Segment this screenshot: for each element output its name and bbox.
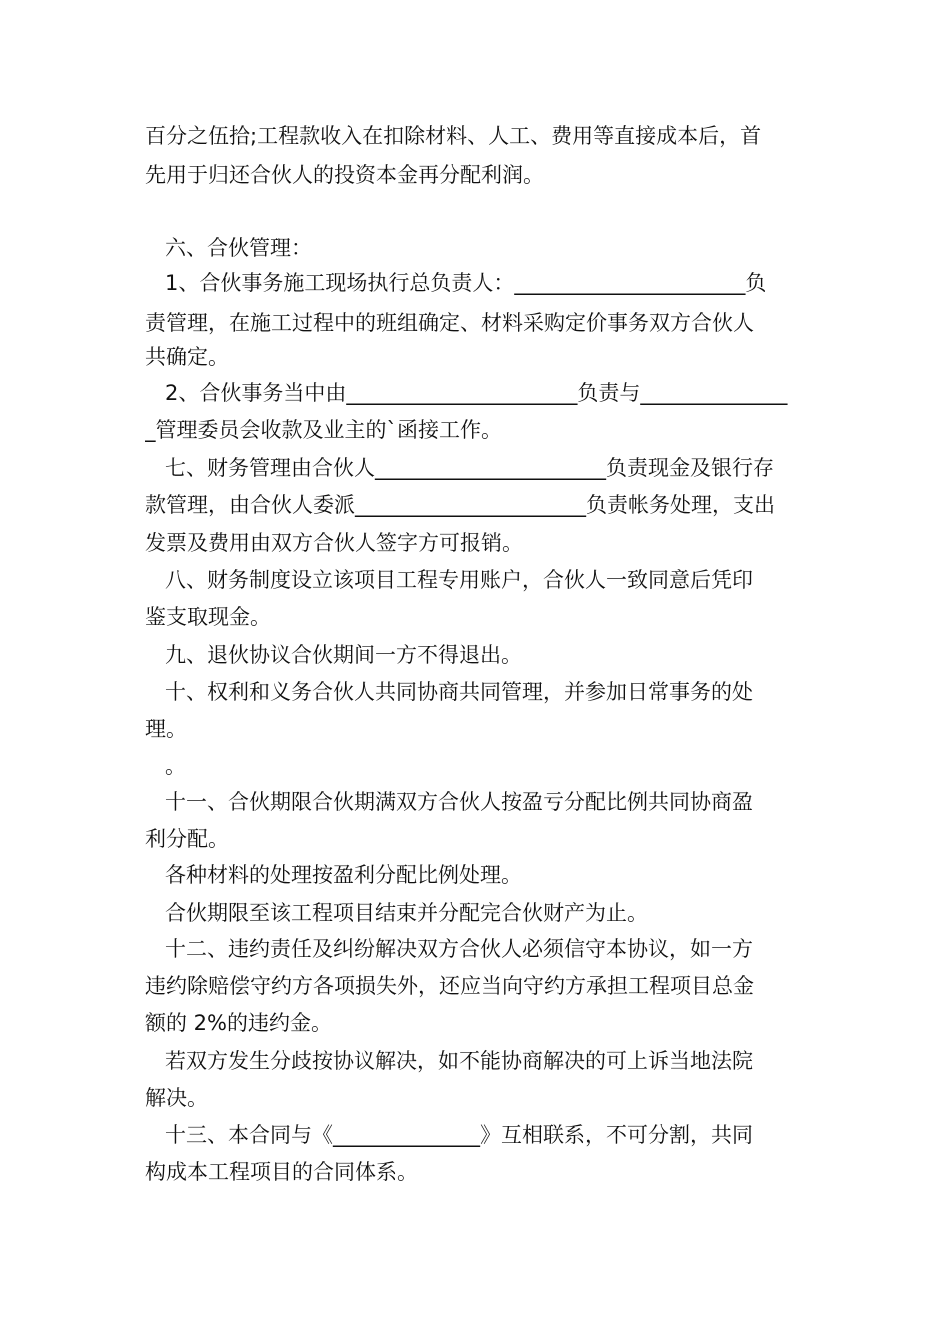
- paragraph-line: 七、财务管理由合伙人______________________负责现金及银行存: [165, 456, 774, 480]
- paragraph-line: 十三、本合同与《______________》互相联系，不可分割，共同: [165, 1123, 753, 1147]
- paragraph-line: 十二、违约责任及纠纷解决双方合伙人必须信守本协议，如一方: [165, 937, 753, 961]
- paragraph-line: 。: [165, 754, 186, 778]
- paragraph-line: 款管理，由合伙人委派______________________负责帐务处理，支出: [145, 493, 775, 517]
- paragraph-line: 发票及费用由双方合伙人签字方可报销。: [145, 531, 523, 555]
- paragraph-line: 十一、合伙期限合伙期满双方合伙人按盈亏分配比例共同协商盈: [165, 790, 753, 814]
- paragraph-line: 若双方发生分歧按协议解决，如不能协商解决的可上诉当地法院: [165, 1049, 753, 1073]
- paragraph-line: 各种材料的处理按盈利分配比例处理。: [165, 863, 522, 887]
- paragraph-line: 八、财务制度设立该项目工程专用账户，合伙人一致同意后凭印: [165, 568, 753, 592]
- paragraph-line: 违约除赔偿守约方各项损失外，还应当向守约方承担工程项目总金: [145, 974, 754, 998]
- paragraph-line: 十、权利和义务合伙人共同协商共同管理，并参加日常事务的处: [165, 680, 753, 704]
- paragraph-line: 百分之伍拾;工程款收入在扣除材料、人工、费用等直接成本后，首: [145, 124, 762, 148]
- paragraph-line: 1、合伙事务施工现场执行总负责人：______________________负: [165, 271, 767, 295]
- paragraph-line: 理。: [145, 717, 187, 741]
- paragraph-line: 九、退伙协议合伙期间一方不得退出。: [165, 643, 522, 667]
- paragraph-line: 构成本工程项目的合同体系。: [145, 1160, 418, 1184]
- paragraph-line: 共确定。: [145, 345, 229, 369]
- paragraph-line: 2、合伙事务当中由______________________负责与______________: [165, 381, 788, 405]
- section-heading: 六、合伙管理：: [165, 236, 312, 260]
- paragraph-line: 先用于归还合伙人的投资本金再分配利润。: [145, 163, 544, 187]
- paragraph-line: 解决。: [145, 1086, 208, 1110]
- paragraph-line: 责管理，在施工过程中的班组确定、材料采购定价事务双方合伙人: [145, 311, 754, 335]
- paragraph-line: 利分配。: [145, 827, 229, 851]
- paragraph-line: 额的 2%的违约金。: [145, 1011, 332, 1035]
- paragraph-line: 合伙期限至该工程项目结束并分配完合伙财产为止。: [165, 901, 648, 925]
- paragraph-line: _管理委员会收款及业主的`函接工作。: [145, 418, 502, 442]
- paragraph-line: 鉴支取现金。: [145, 605, 271, 629]
